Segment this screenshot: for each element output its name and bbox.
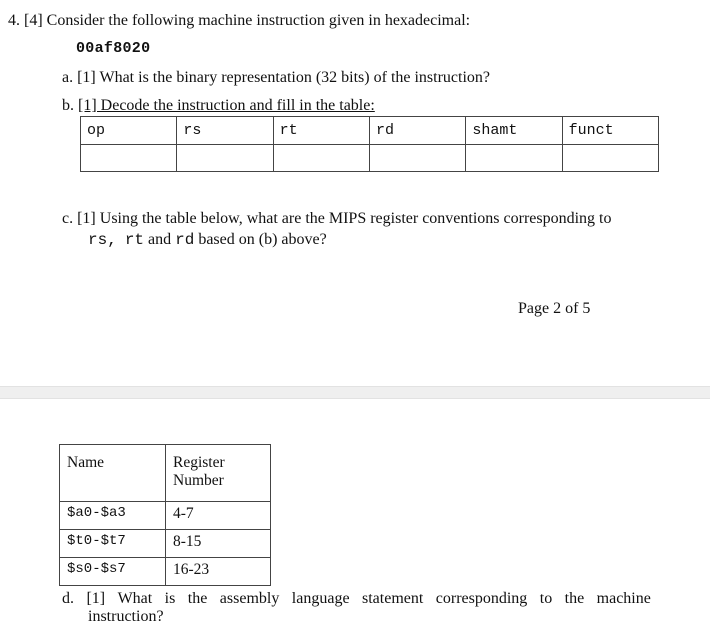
part-d-word: assembly [219, 590, 280, 607]
register-number: 16-23 [166, 558, 271, 586]
field-shamt: shamt [466, 117, 562, 145]
answer-cell-op[interactable] [81, 145, 177, 172]
register-name: $t0-$t7 [60, 530, 166, 558]
part-c-line1: c. [1] Using the table below, what are the MIPS register conventions corresponding to [62, 210, 612, 227]
part-d-word: language [291, 590, 350, 607]
register-number: 4-7 [166, 502, 271, 530]
page-number: Page 2 of 5 [518, 300, 591, 317]
answer-cell-shamt[interactable] [466, 145, 562, 172]
register-row [60, 502, 271, 530]
field-rd: rd [369, 117, 465, 145]
register-table-header [60, 445, 271, 502]
part-d-word: statement [362, 590, 424, 607]
part-d-word: the [564, 590, 585, 607]
field-op: op [81, 117, 177, 145]
register-table [59, 444, 271, 586]
field-rt: rt [273, 117, 369, 145]
part-b [62, 97, 375, 115]
field-rs: rs [177, 117, 273, 145]
part-c-tail: based on (b) above? [198, 231, 327, 248]
register-header-name: Name [60, 445, 166, 502]
register-number: 8-15 [166, 530, 271, 558]
answer-cell-rt[interactable] [273, 145, 369, 172]
part-d-word: the [187, 590, 208, 607]
part-a-text: a. [1] What is the binary representation (32 bits) of the instruction? [62, 69, 491, 86]
part-c-rd: rd [175, 231, 195, 249]
register-row [60, 558, 271, 586]
part-d-word: is [164, 590, 176, 607]
register-name: $a0-$a3 [60, 502, 166, 530]
answer-cell-rd[interactable] [369, 145, 465, 172]
register-header-number: Register Number [166, 445, 271, 502]
question-number: 4. [4] [8, 12, 43, 29]
page-separator [0, 386, 710, 399]
decode-table-header-row [81, 117, 659, 145]
answer-cell-rs[interactable] [177, 145, 273, 172]
question-prompt: Consider the following machine instruction given in hexadecimal: [46, 12, 471, 29]
answer-cell-funct[interactable] [562, 145, 658, 172]
part-c-line2 [88, 231, 327, 249]
part-d-word: d. [62, 590, 74, 607]
part-d-line1 [62, 590, 651, 608]
field-funct: funct [562, 117, 658, 145]
part-d-word: corresponding [435, 590, 528, 607]
part-d-word: to [539, 590, 553, 607]
hex-instruction: 00af8020 [76, 40, 151, 57]
decode-table-answer-row [81, 145, 659, 172]
part-d-line2: instruction? [88, 608, 164, 625]
question-header [8, 12, 470, 30]
part-d-word: machine [596, 590, 651, 607]
part-c-rt: rt [124, 231, 145, 249]
part-d-word: [1] [86, 590, 106, 607]
part-c-and: and [148, 231, 172, 248]
part-d-word: What [117, 590, 153, 607]
part-c-rs: rs, [88, 231, 117, 249]
part-b-text: [1] Decode the instruction and fill in the table: [78, 97, 375, 114]
part-b-prefix: b. [62, 97, 78, 114]
register-row [60, 530, 271, 558]
decode-table [80, 116, 659, 172]
register-name: $s0-$s7 [60, 558, 166, 586]
